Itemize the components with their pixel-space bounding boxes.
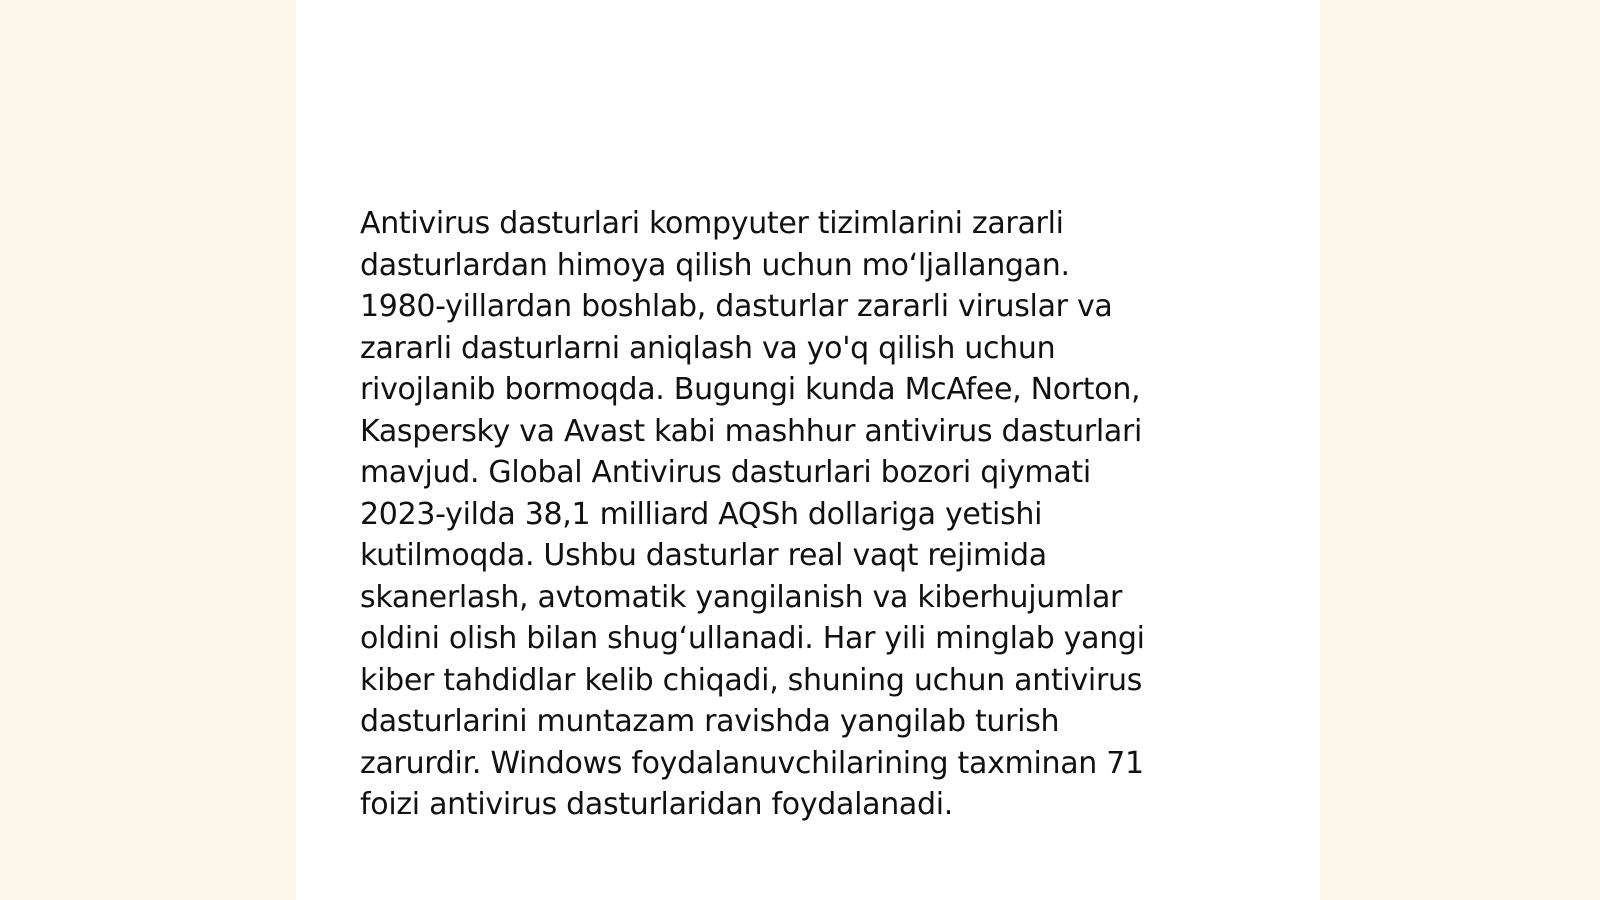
document-page [296,0,1320,900]
body-paragraph: Antivirus dasturlari kompyuter tizimlarini zararli dasturlardan himoya qilish uchun mo‘ljallangan. 1980-yillardan boshlab, dasturlar zararli viruslar va zararli dasturlarni aniqlash va yo'q qilish uchun rivojlanib bormoqda. Bugungi kunda McAfee, Norton, Kaspersky va Avast kabi mashhur antivirus dasturlari mavjud. Global Antivirus dasturlari bozori qiymati 2023-yilda 38,1 milliard AQSh dollariga yetishi kutilmoqda. Ushbu dasturlar real vaqt rejimida skanerlash, avtomatik yangilanish va kiberhujumlar oldini olish bilan shug‘ullanadi. Har yili minglab yangi kiber tahdidlar kelib chiqadi, shuning uchun antivirus dasturlarini muntazam ravishda yangilab turish zarurdir. Windows foydalanuvchilarining taxminan 71 foizi antivirus dasturlaridan foydalanadi. [360,206,1145,822]
